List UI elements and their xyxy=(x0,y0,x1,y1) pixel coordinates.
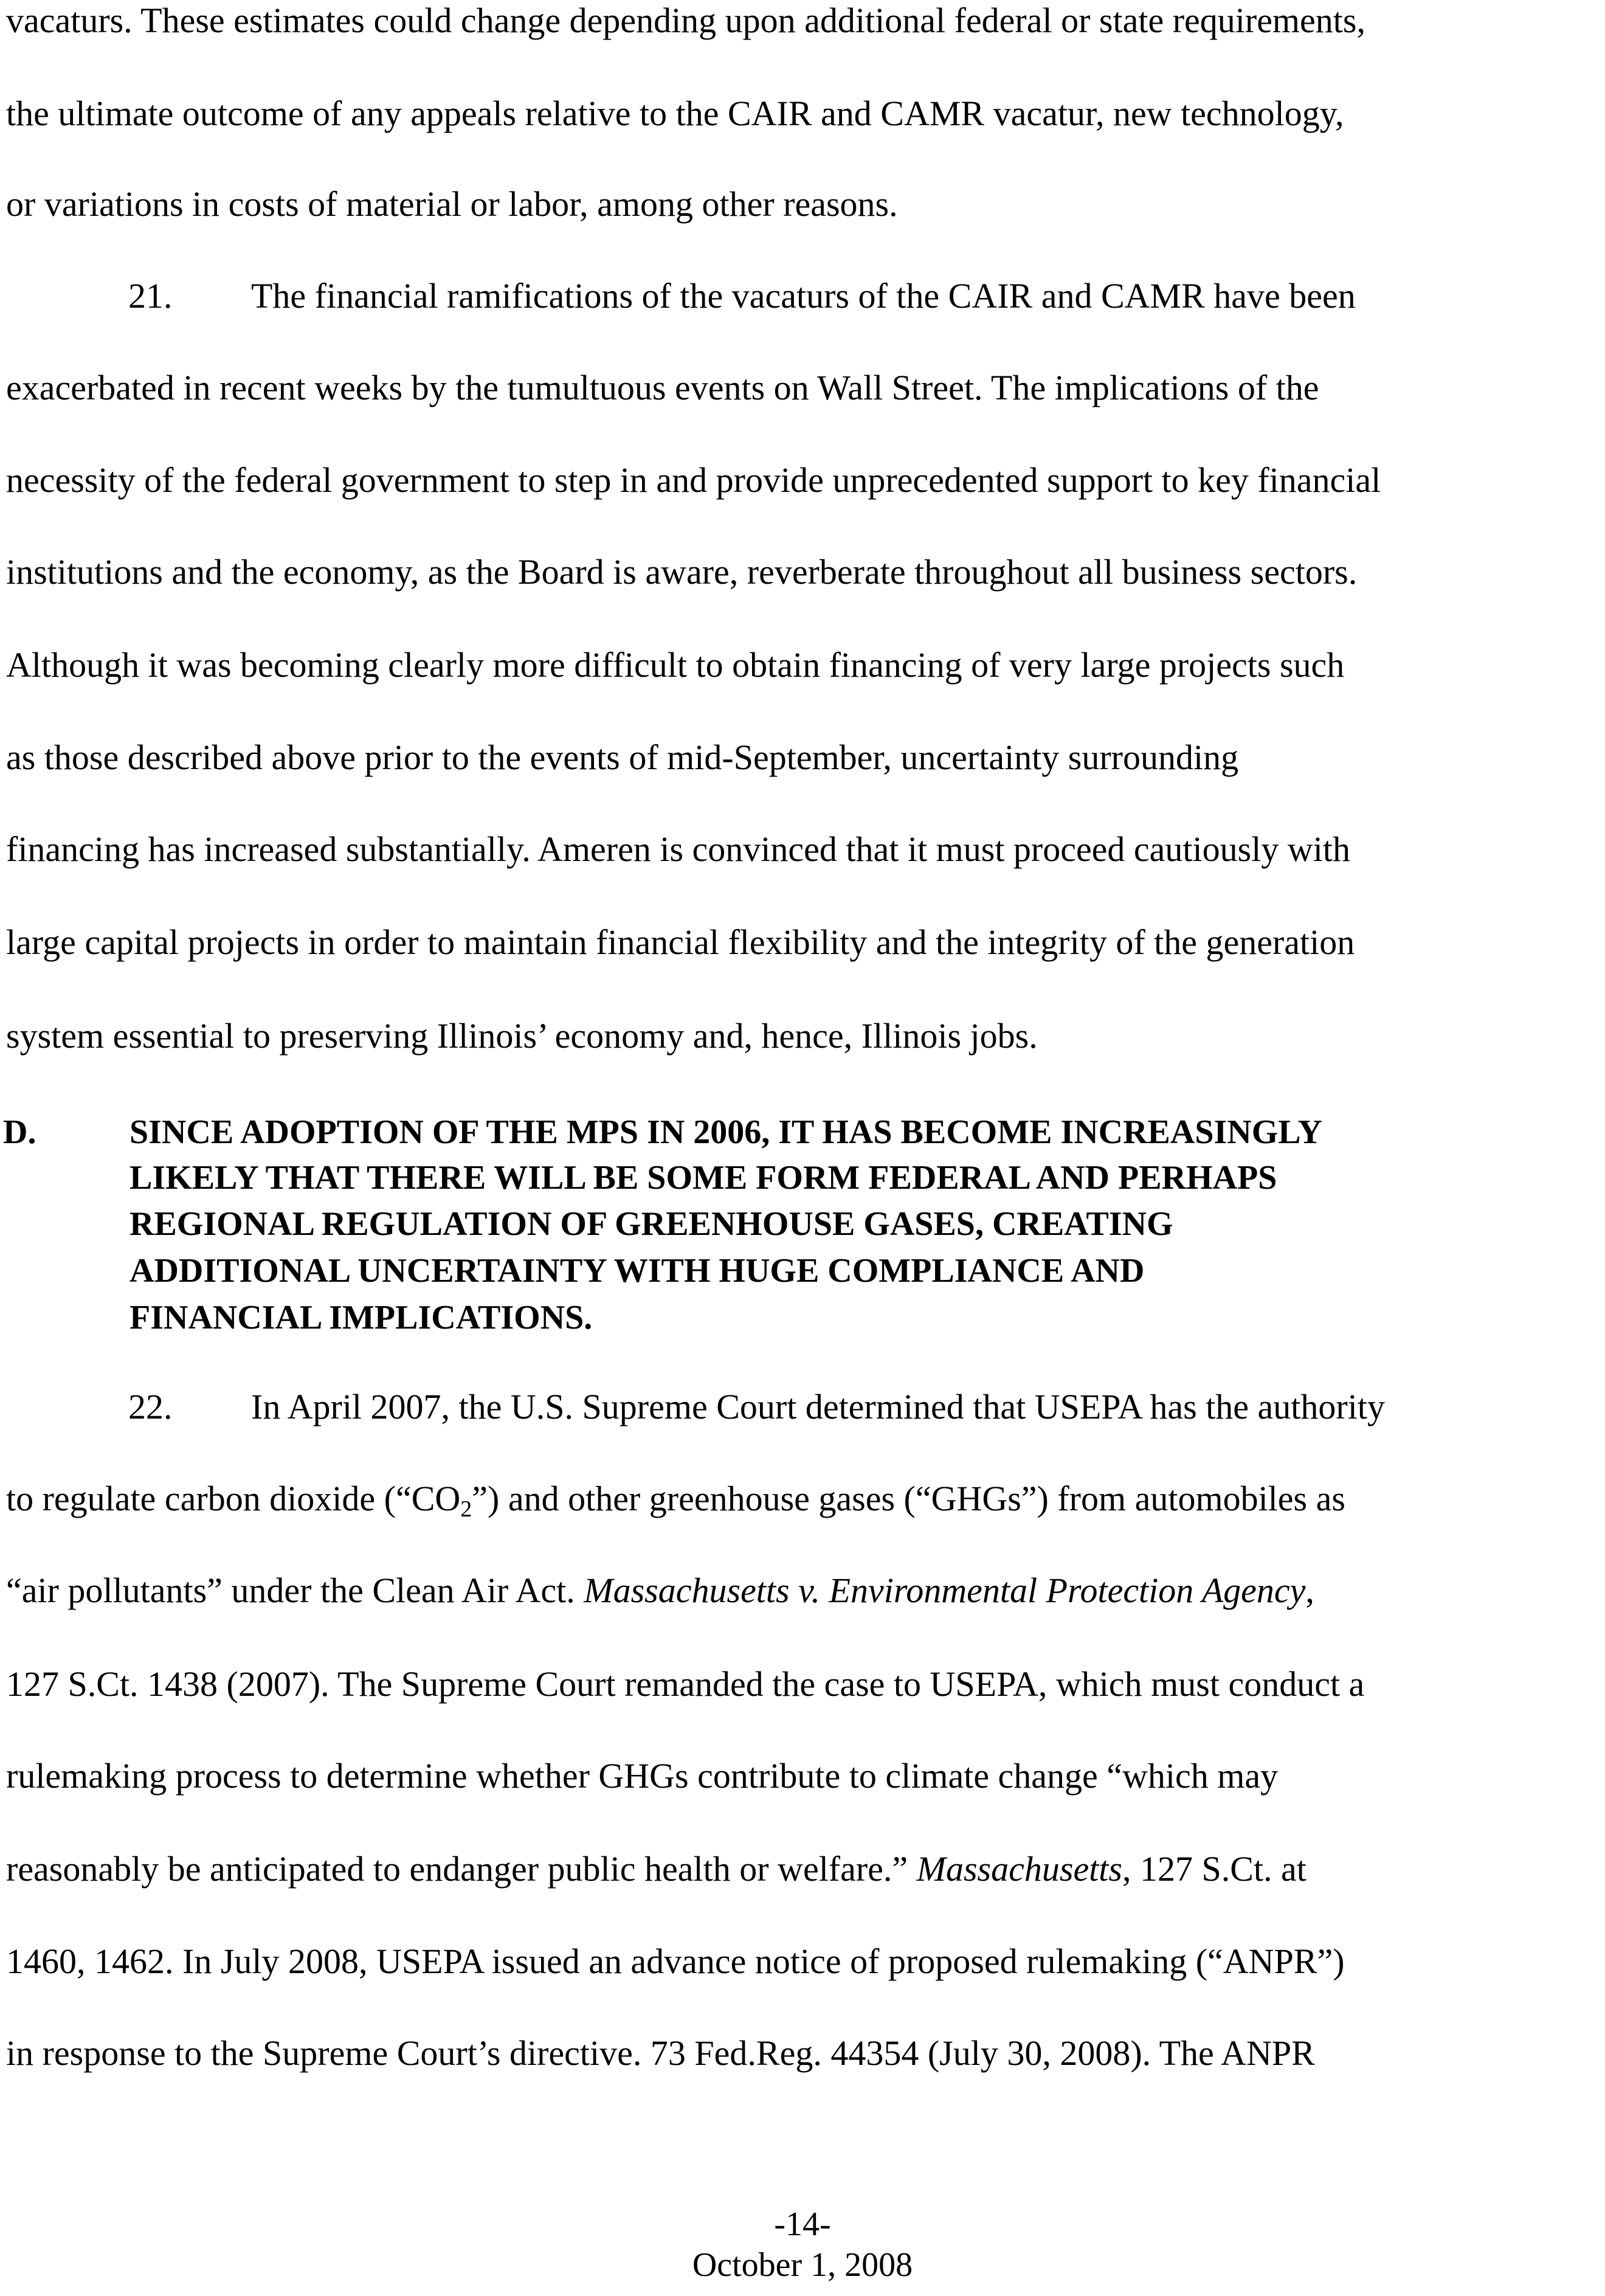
text-line xyxy=(6,1478,1345,1520)
text-segment: 1460, 1462. In July 2008, USEPA issued an advance notice of proposed rulemaking (“ANPR”) xyxy=(6,1942,1345,1981)
text-line xyxy=(6,1940,1345,1983)
section-heading-line: ADDITIONAL UNCERTAINTY WITH HUGE COMPLIANCE AND xyxy=(129,1252,1145,1290)
text-segment: institutions and the economy, as the Board is aware, reverberate throughout all business sectors. xyxy=(6,552,1358,592)
text-segment: financing has increased substantially. Ameren is convinced that it must proceed cautiously with xyxy=(6,829,1350,869)
text-segment: system essential to preserving Illinois’ economy and, hence, Illinois jobs. xyxy=(6,1016,1038,1056)
section-heading-line: FINANCIAL IMPLICATIONS. xyxy=(129,1299,593,1336)
text-line xyxy=(6,1755,1278,1797)
text-segment: in response to the Supreme Court’s directive. 73 Fed.Reg. 44354 (July 30, 2008). The ANPR xyxy=(6,2033,1315,2073)
text-line xyxy=(6,1848,1306,1890)
case-citation: Massachusetts v. Environmental Protection Agency xyxy=(584,1571,1306,1610)
text-line xyxy=(6,183,898,226)
text-line xyxy=(6,1015,1038,1057)
section-heading-line: LIKELY THAT THERE WILL BE SOME FORM FEDERAL AND PERHAPS xyxy=(129,1159,1277,1197)
text-line xyxy=(6,921,1355,964)
text-line xyxy=(6,0,1365,42)
text-segment: ”) and other greenhouse gases (“GHGs”) from automobiles as xyxy=(472,1479,1345,1518)
paragraph-number: 21. xyxy=(128,276,173,316)
text-segment: exacerbated in recent weeks by the tumultuous events on Wall Street. The implications of the xyxy=(6,368,1319,407)
text-segment: Although it was becoming clearly more difficult to obtain financing of very large projects such xyxy=(6,645,1345,685)
page-number: -14- xyxy=(774,2205,831,2243)
text-line xyxy=(6,367,1319,409)
text-segment: to regulate carbon dioxide (“CO xyxy=(6,1479,461,1518)
text-line xyxy=(6,828,1350,871)
text-segment: 127 S.Ct. 1438 (2007). The Supreme Court remanded the case to USEPA, which must conduct a xyxy=(6,1664,1365,1704)
text-segment: or variations in costs of material or labor, among other reasons. xyxy=(6,184,898,224)
footer-date: October 1, 2008 xyxy=(692,2246,913,2284)
text-line xyxy=(6,551,1357,593)
text-line xyxy=(6,736,1238,779)
text-line xyxy=(6,92,1344,135)
text-segment: the ultimate outcome of any appeals relative to the CAIR and CAMR vacatur, new technology, xyxy=(6,94,1344,133)
subscript: 2 xyxy=(460,1496,472,1522)
text-line xyxy=(6,1663,1364,1706)
text-line xyxy=(6,644,1344,686)
section-heading-letter: D. xyxy=(3,1113,36,1151)
text-segment: reasonably be anticipated to endanger public health or welfare.” xyxy=(6,1849,917,1889)
text-segment: , 127 S.Ct. at xyxy=(1122,1849,1306,1889)
paragraph-first-line: The financial ramifications of the vacaturs of the CAIR and CAMR have been xyxy=(251,276,1356,316)
text-segment: necessity of the federal government to step in and provide unprecedented support to key financial xyxy=(6,460,1381,500)
text-segment: “air pollutants” under the Clean Air Act. xyxy=(6,1571,584,1610)
text-segment: rulemaking process to determine whether GHGs contribute to climate change “which may xyxy=(6,1756,1279,1796)
text-segment: large capital projects in order to maintain financial flexibility and the integrity of the generation xyxy=(6,922,1355,962)
paragraph-first-line: In April 2007, the U.S. Supreme Court determined that USEPA has the authority xyxy=(251,1387,1385,1426)
text-line xyxy=(6,459,1381,502)
text-segment: , xyxy=(1305,1571,1314,1610)
paragraph-number: 22. xyxy=(128,1387,173,1426)
text-segment: vacaturs. These estimates could change depending upon additional federal or state requirements, xyxy=(6,1,1365,40)
case-citation: Massachusetts xyxy=(916,1849,1122,1889)
text-line xyxy=(6,2032,1315,2075)
section-heading-line: SINCE ADOPTION OF THE MPS IN 2006, IT HAS BECOME INCREASINGLY xyxy=(129,1113,1322,1151)
text-line xyxy=(6,1569,1314,1612)
section-heading-line: REGIONAL REGULATION OF GREENHOUSE GASES, CREATING xyxy=(129,1205,1173,1243)
text-segment: as those described above prior to the events of mid-September, uncertainty surrounding xyxy=(6,738,1239,777)
